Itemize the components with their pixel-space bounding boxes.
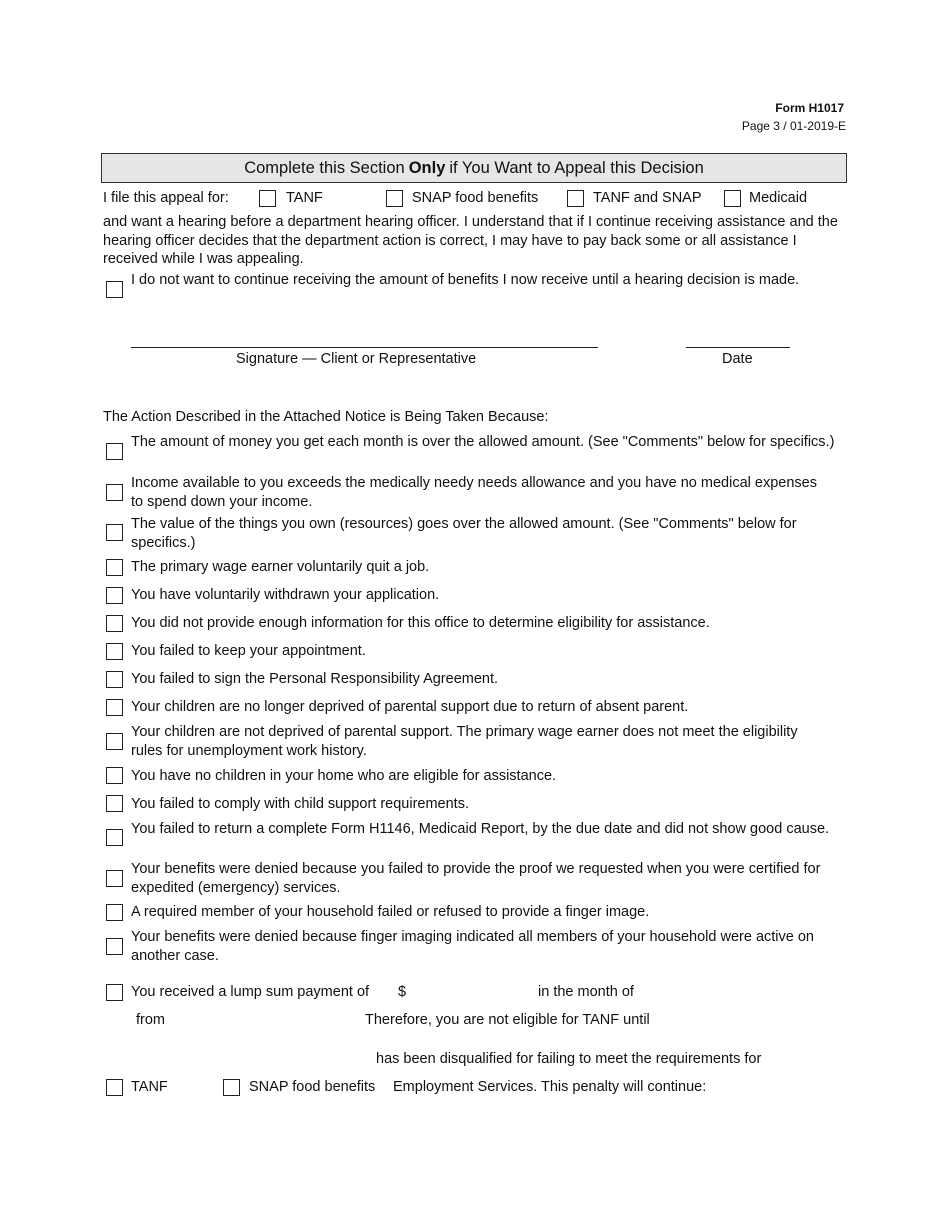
snap-penalty-checkbox[interactable] [223, 1079, 240, 1096]
appeal-title-end: if You Want to Appeal this Decision [449, 158, 704, 177]
date-label: Date [722, 351, 753, 367]
from-label: from [136, 1012, 165, 1028]
date-line[interactable] [686, 347, 790, 348]
reason-checkbox[interactable] [106, 559, 123, 576]
hearing-statement: and want a hearing before a department hearing officer. I understand that if I continue receiving assistance and the hearing officer decides that the department action is correct, I may have to pay back some or all assistance I received while I was appealing. [103, 214, 838, 267]
reason-checkbox[interactable] [106, 699, 123, 716]
tanf-appeal-checkbox[interactable] [259, 190, 276, 207]
reason-checkbox[interactable] [106, 795, 123, 812]
lump-sum-checkbox[interactable] [106, 984, 123, 1001]
reason-text: Your benefits were denied because finger imaging indicated all members of your household were active on another case. [131, 929, 814, 964]
page-info: Page 3 / 01-2019-E [741, 119, 846, 133]
lump-sum-text: You received a lump sum payment of [131, 984, 370, 1000]
currency-symbol: $ [398, 984, 407, 1000]
reason-text: Your children are no longer deprived of parental support due to return of absent parent. [131, 699, 689, 715]
snap-appeal-checkbox[interactable] [386, 190, 403, 207]
signature-line[interactable] [131, 347, 598, 348]
reason-checkbox[interactable] [106, 643, 123, 660]
snap-penalty-label: SNAP food benefits [249, 1079, 376, 1095]
reason-text: You did not provide enough information for this office to determine eligibility for assistance. [131, 615, 710, 631]
reason-checkbox[interactable] [106, 767, 123, 784]
action-heading: The Action Described in the Attached Notice is Being Taken Because: [103, 409, 549, 425]
appeal-title-emphasis: Only [408, 158, 446, 177]
reason-checkbox[interactable] [106, 829, 123, 846]
medicaid-appeal-label: Medicaid [749, 190, 808, 206]
reason-checkbox[interactable] [106, 671, 123, 688]
reason-checkbox[interactable] [106, 484, 123, 501]
reason-text: You failed to comply with child support requirements. [131, 796, 469, 812]
reason-text: Income available to you exceeds the medically needy needs allowance and you have no medical expenses to spend down your income. [131, 475, 817, 510]
therefore-text: Therefore, you are not eligible for TANF until [365, 1012, 650, 1028]
reason-text: You have no children in your home who are eligible for assistance. [131, 768, 557, 784]
reason-text: You have voluntarily withdrawn your application. [131, 587, 440, 603]
reason-text: The value of the things you own (resources) goes over the allowed amount. (See "Comments" below for specifics.) [131, 516, 797, 551]
reason-checkbox[interactable] [106, 524, 123, 541]
penalty-text: Employment Services. This penalty will continue: [393, 1079, 707, 1095]
no-continue-checkbox[interactable] [106, 281, 123, 298]
reason-text: You failed to sign the Personal Responsibility Agreement. [131, 671, 499, 687]
reason-text: Your benefits were denied because you failed to provide the proof we requested when you were certified for expedited (emergency) services. [131, 861, 821, 896]
reason-checkbox[interactable] [106, 587, 123, 604]
no-continue-text: I do not want to continue receiving the amount of benefits I now receive until a hearing decision is made. [131, 272, 800, 288]
tanf-appeal-label: TANF [286, 190, 323, 206]
tanf-snap-appeal-checkbox[interactable] [567, 190, 584, 207]
reason-text: The primary wage earner voluntarily quit a job. [131, 559, 430, 575]
tanf-snap-appeal-label: TANF and SNAP [593, 190, 702, 206]
reason-checkbox[interactable] [106, 904, 123, 921]
reason-checkbox[interactable] [106, 443, 123, 460]
reason-text: The amount of money you get each month is over the allowed amount. (See "Comments" below for specifics.) [131, 434, 835, 450]
reason-text: You failed to keep your appointment. [131, 643, 366, 659]
tanf-penalty-label: TANF [131, 1079, 168, 1095]
month-label: in the month of [538, 984, 634, 1000]
tanf-penalty-checkbox[interactable] [106, 1079, 123, 1096]
reason-checkbox[interactable] [106, 733, 123, 750]
reason-checkbox[interactable] [106, 938, 123, 955]
disqualified-text: has been disqualified for failing to meet the requirements for [376, 1051, 762, 1067]
reason-text: Your children are not deprived of parental support. The primary wage earner does not meet the eligibility rules for unemployment work history. [131, 724, 798, 759]
appeal-title-start: Complete this Section [244, 158, 405, 177]
reason-text: A required member of your household failed or refused to provide a finger image. [131, 904, 650, 920]
snap-appeal-label: SNAP food benefits [412, 190, 539, 206]
appeal-section-header [101, 153, 847, 183]
reason-text: You failed to return a complete Form H1146, Medicaid Report, by the due date and did not show good cause. [131, 821, 830, 837]
reason-checkbox[interactable] [106, 615, 123, 632]
signature-label: Signature — Client or Representative [236, 351, 477, 367]
form-number: Form H1017 [775, 101, 844, 115]
reason-checkbox[interactable] [106, 870, 123, 887]
file-appeal-label: I file this appeal for: [103, 190, 229, 206]
medicaid-appeal-checkbox[interactable] [724, 190, 741, 207]
